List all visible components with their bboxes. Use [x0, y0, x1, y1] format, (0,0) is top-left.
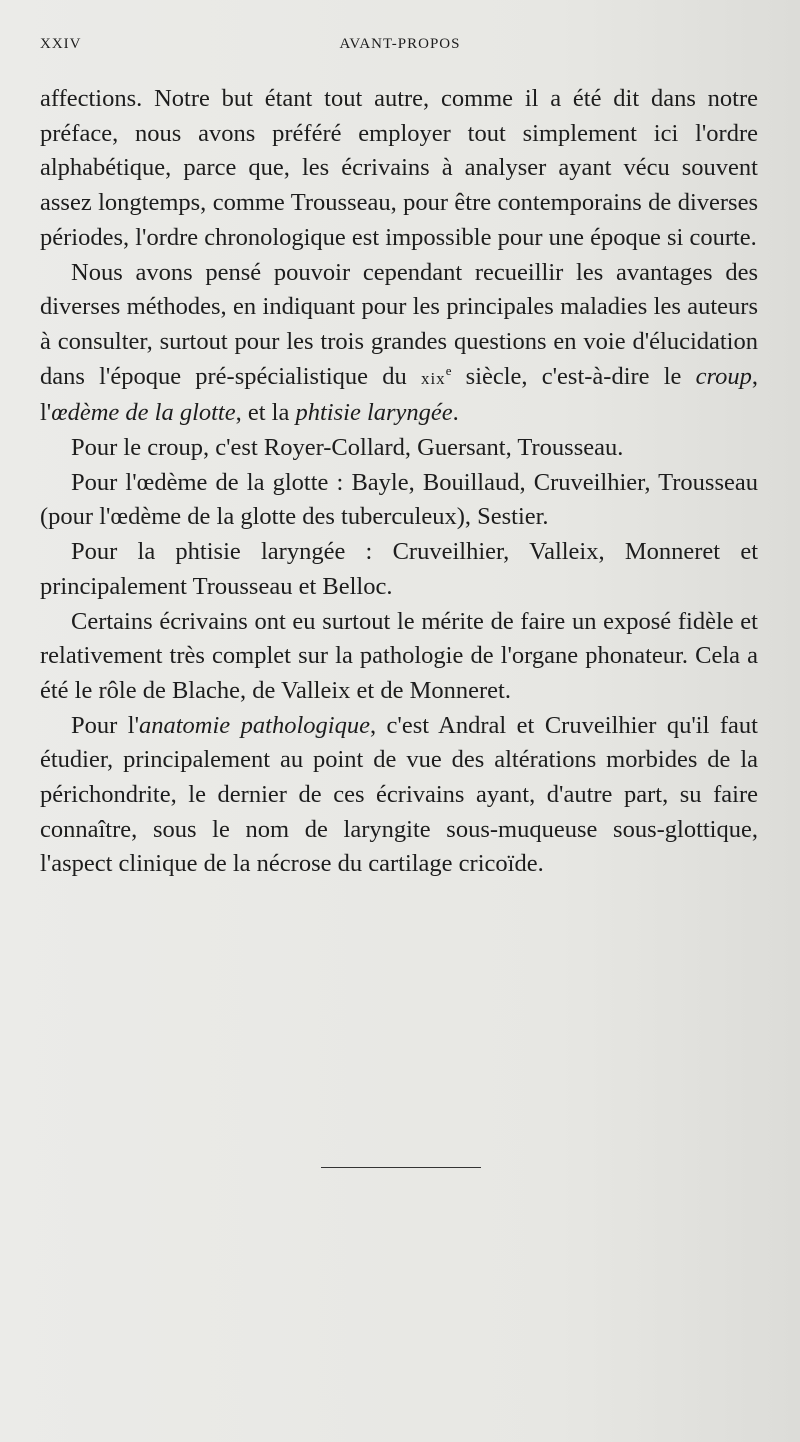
term-oedeme: œdème de la glotte: [51, 399, 236, 427]
term-croup: croup: [695, 362, 752, 390]
page-number: XXIV: [40, 36, 82, 52]
paragraph-1: affections. Notre but étant tout autre, comme il a été dit dans notre préface, nous avons préféré employer tout simplement ici l'ordre alphabétique, parce que, les écrivains à analyser ayant vécu souvent assez longtemps, comme Trousseau, pour être contemporains de diverses périodes, l'ordre chronologique est impossible pour une époque si courte.: [40, 85, 758, 251]
paragraph-7-text-b: , c'est Andral et Cruveilhier qu'il faut étudier, principalement au point de vue des altérations morbides de la périchondrite, le dernier de ces écrivains ayant, d'autre part, su faire connaître, sous le nom de laryngite sous-muqueuse sous-glottique, l'aspect clinique de la nécrose du cartilage cricoïde.: [40, 711, 758, 878]
paragraph-2-text-e: .: [452, 399, 459, 427]
paragraph-2-text-d: , et la: [235, 399, 296, 427]
paragraph-7: [40, 709, 758, 883]
running-head: [40, 36, 760, 56]
paragraph-2-text-b: siècle, c'est-à-dire le: [451, 362, 696, 390]
century-superscript: e: [445, 362, 452, 378]
end-rule: [321, 1167, 481, 1168]
century-numeral: xix: [420, 368, 446, 388]
body-text: [40, 82, 758, 882]
paragraph-2-text-a: Nous avons pensé pouvoir cependant recueillir les avantages des diverses méthodes, en indiquant pour les principales maladies les auteurs à consulter, surtout pour les trois grandes questions en voie d'élucidation dans l'époque pré-spécialistique du: [40, 258, 758, 390]
paragraph-4: Pour l'œdème de la glotte : Bayle, Bouillaud, Cruveilhier, Trousseau (pour l'œdème de la glotte des tuberculeux), Sestier.: [40, 468, 758, 531]
paragraph-3: Pour le croup, c'est Royer-Collard, Guersant, Trousseau.: [71, 434, 624, 462]
paragraph-2-text-c: , l': [40, 362, 758, 427]
paragraph-7-text-a: Pour l': [71, 711, 139, 739]
running-title: AVANT-PROPOS: [339, 36, 461, 52]
paragraph-5: Pour la phtisie laryngée : Cruveilhier, Valleix, Monneret et principalement Trousseau et Belloc.: [40, 538, 758, 600]
paragraph-2: [40, 256, 758, 432]
term-anatomie: anatomie pathologique: [138, 711, 370, 739]
paragraph-6: Certains écrivains ont eu surtout le mérite de faire un exposé fidèle et relativement très complet sur la pathologie de l'organe phonateur. Cela a été le rôle de Blache, de Valleix et de Monneret.: [40, 607, 758, 704]
term-phtisie: phtisie laryngée: [295, 399, 453, 427]
